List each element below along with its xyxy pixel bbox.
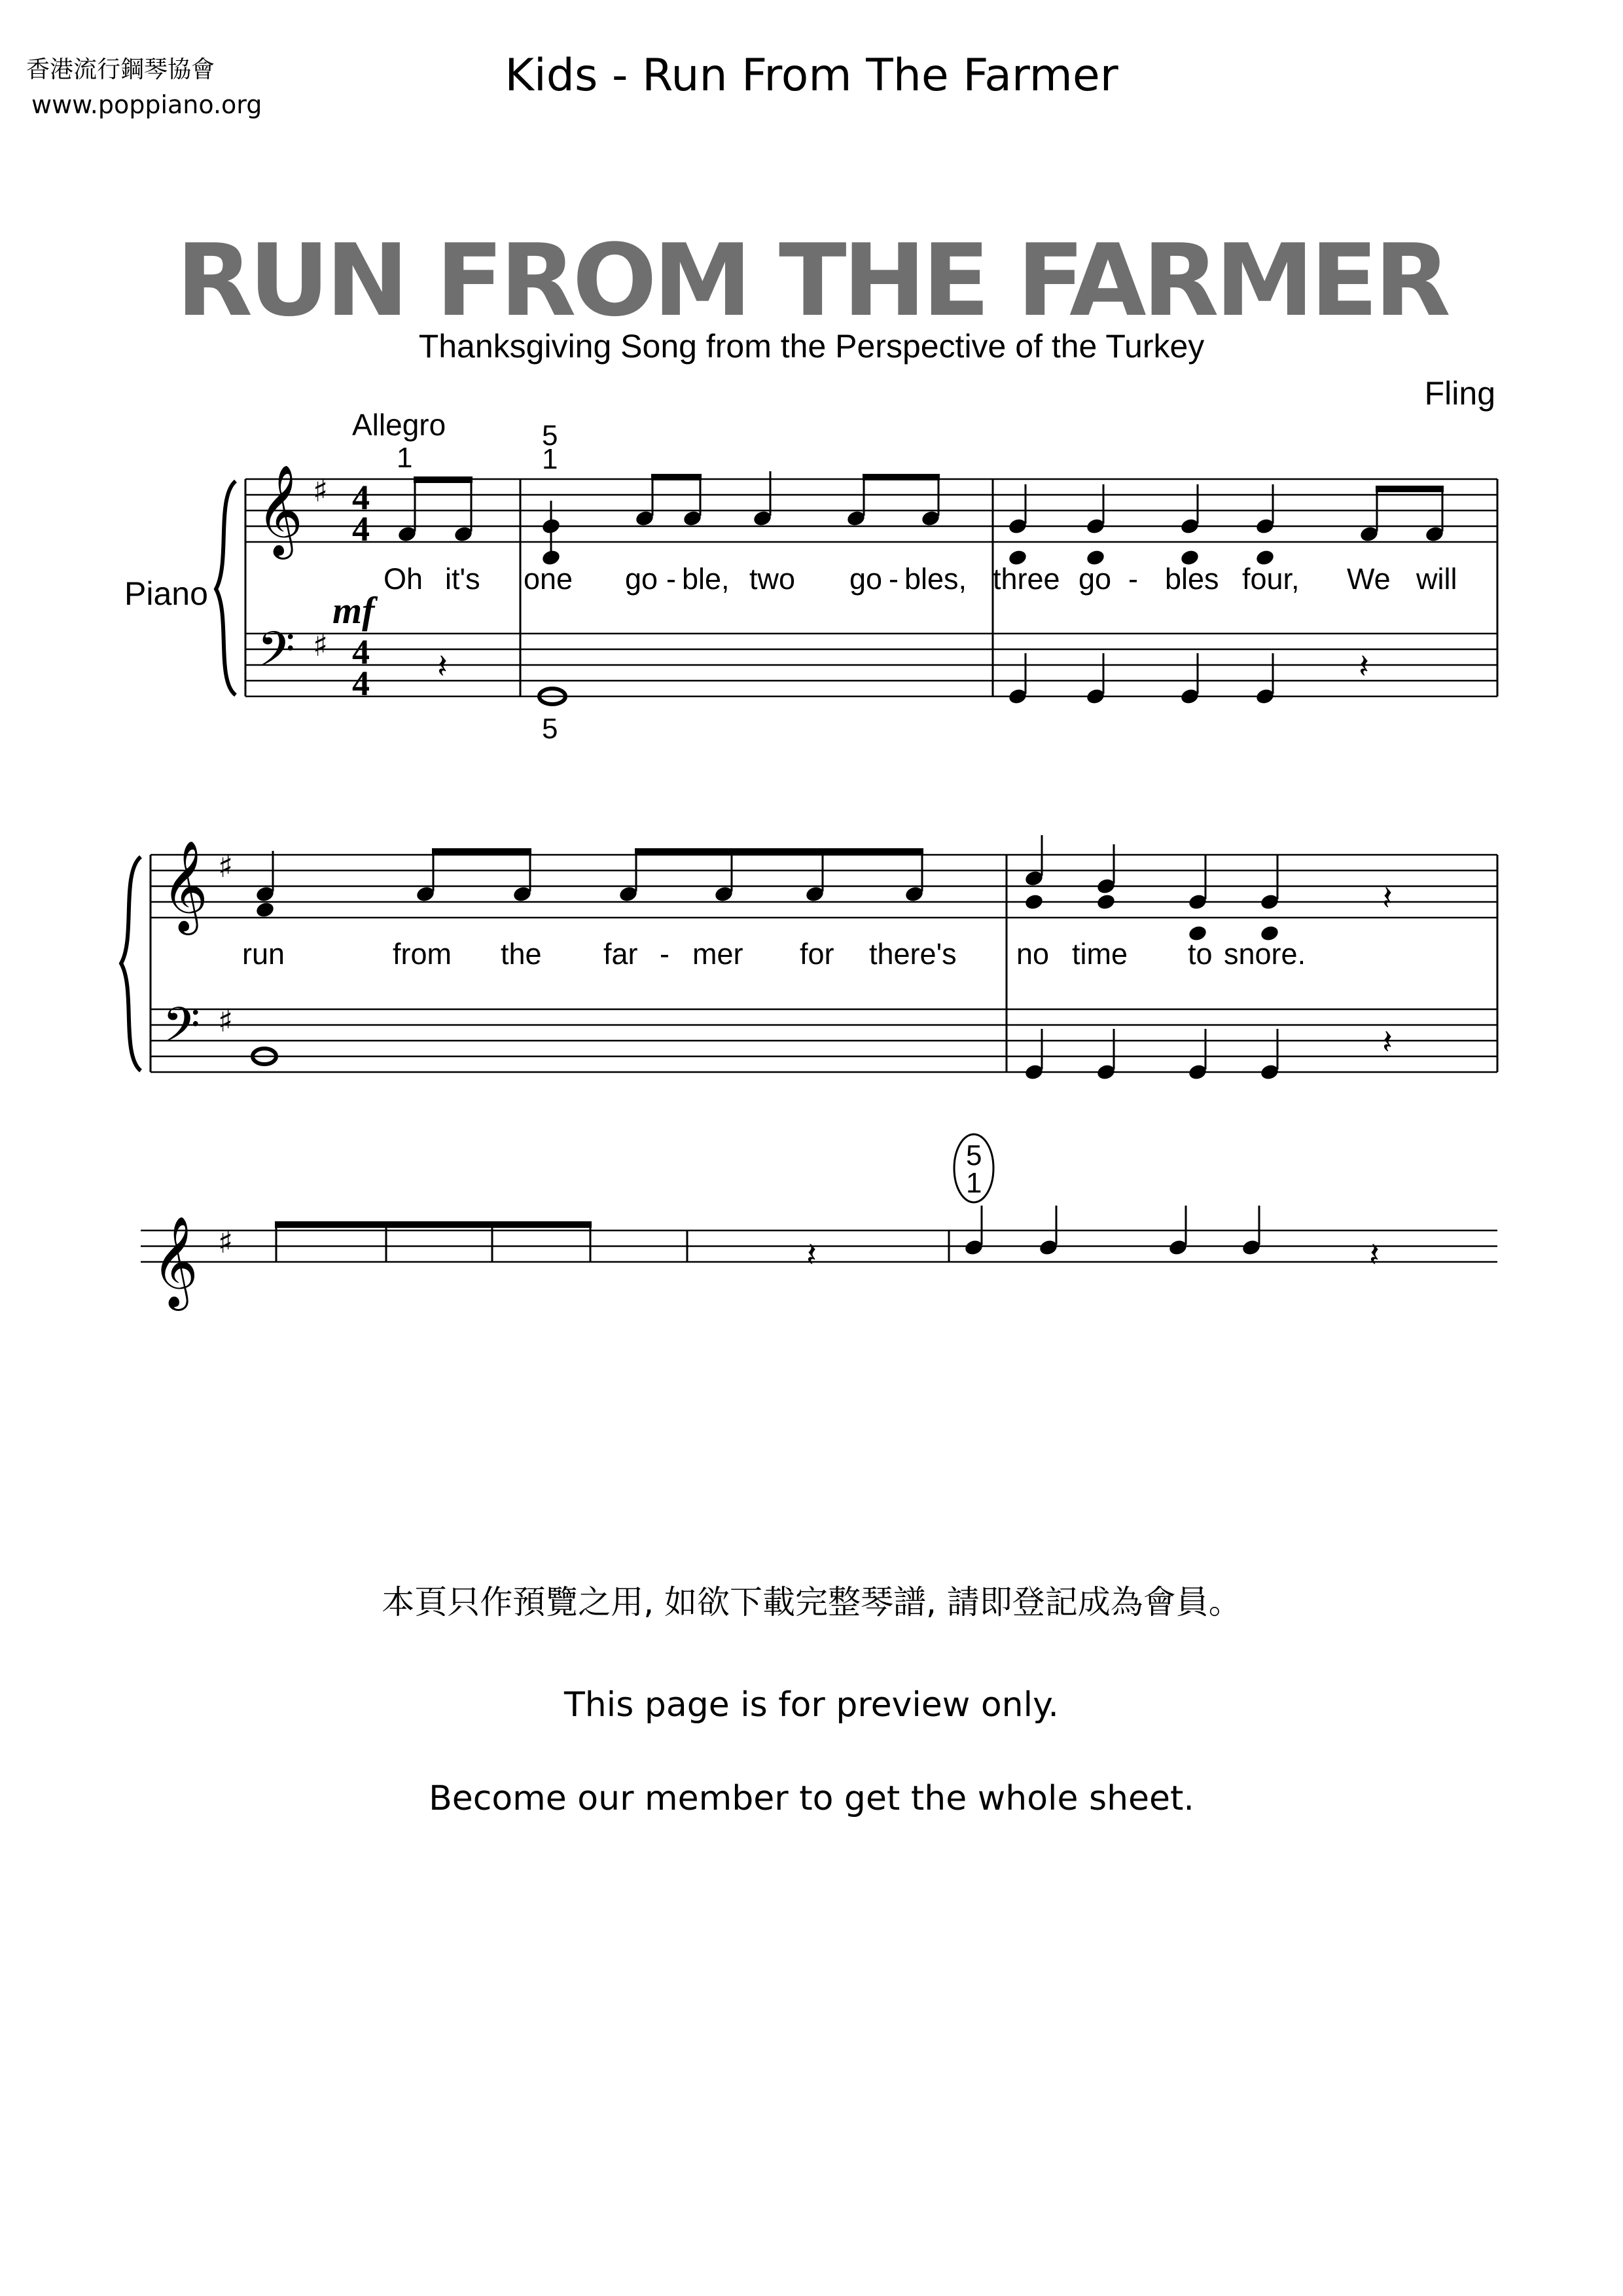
site-url[interactable]: www.poppiano.org bbox=[31, 90, 262, 119]
lyric-syllable: run bbox=[242, 937, 285, 971]
note-group bbox=[963, 1238, 1261, 1257]
lyric-syllable: - bbox=[1128, 562, 1138, 596]
lyric-syllable: three bbox=[993, 562, 1060, 596]
quarter-rest-icon: 𝄽 bbox=[806, 1236, 817, 1275]
lyric-syllable: to bbox=[1188, 937, 1213, 971]
fingering: 1 bbox=[966, 1167, 982, 1199]
lyric-syllable: Oh bbox=[383, 562, 423, 596]
treble-clef-icon: 𝄞 bbox=[257, 465, 303, 556]
lyric-syllable: go bbox=[625, 562, 658, 596]
quarter-rest-icon: 𝄽 bbox=[1369, 1236, 1380, 1275]
lyric-syllable: bles, bbox=[904, 562, 967, 596]
lyric-syllable: bles bbox=[1165, 562, 1219, 596]
quarter-rest-icon: 𝄽 bbox=[1382, 879, 1393, 918]
lyric-syllable: ble, bbox=[682, 562, 730, 596]
lyric-syllable: - bbox=[666, 562, 676, 596]
time-signature-top: 4 bbox=[352, 478, 370, 517]
lyric-syllable: four, bbox=[1242, 562, 1300, 596]
lyric-syllable: no bbox=[1016, 937, 1050, 971]
tempo-marking: Allegro bbox=[352, 408, 446, 442]
lyrics-line-2 bbox=[242, 937, 1306, 971]
quarter-rest-icon: 𝄽 bbox=[437, 647, 448, 687]
lyric-syllable: We bbox=[1347, 562, 1391, 596]
system-2 bbox=[121, 835, 1497, 1081]
fingering: 5 bbox=[966, 1139, 982, 1172]
treble-staff-3-cut bbox=[141, 1230, 1497, 1262]
key-signature-sharp: ♯ bbox=[218, 848, 234, 885]
lyric-syllable: one bbox=[524, 562, 573, 596]
key-signature-sharp: ♯ bbox=[313, 473, 329, 509]
bass-staff-2 bbox=[151, 1009, 1497, 1072]
music-notation bbox=[121, 420, 1497, 1311]
lyric-syllable: go bbox=[1079, 562, 1112, 596]
page-title: Kids - Run From The Farmer bbox=[505, 50, 1118, 101]
lyrics-line-1 bbox=[383, 562, 1457, 596]
time-signature-top: 4 bbox=[352, 632, 370, 672]
lyric-syllable: two bbox=[749, 562, 796, 596]
note-group bbox=[397, 525, 473, 543]
score-title: RUN FROM THE FARMER bbox=[176, 223, 1447, 338]
time-signature-bottom: 4 bbox=[352, 664, 370, 703]
lyric-syllable: far bbox=[603, 937, 638, 971]
score-subtitle: Thanksgiving Song from the Perspective of the Turkey bbox=[418, 328, 1205, 365]
treble-clef-icon: 𝄞 bbox=[152, 1216, 198, 1307]
system-1 bbox=[216, 420, 1497, 745]
lyric-syllable: will bbox=[1416, 562, 1457, 596]
lyric-syllable: - bbox=[889, 562, 899, 596]
lyric-syllable: time bbox=[1072, 937, 1128, 971]
key-signature-sharp: ♯ bbox=[218, 1003, 234, 1039]
lyric-syllable: go bbox=[849, 562, 883, 596]
brace bbox=[216, 481, 236, 695]
quarter-rest-icon: 𝄽 bbox=[1382, 1023, 1393, 1062]
preview-notice-english: This page is for preview only. bbox=[564, 1685, 1059, 1725]
bass-clef-icon: 𝄢 bbox=[257, 621, 295, 690]
site-name: 香港流行鋼琴協會 bbox=[26, 56, 215, 83]
system-3-partial bbox=[141, 1134, 1497, 1311]
bass-clef-icon: 𝄢 bbox=[162, 997, 200, 1066]
bass-staff-1 bbox=[245, 634, 1497, 696]
note-group bbox=[1024, 869, 1279, 1081]
instrument-label: Piano bbox=[124, 575, 208, 612]
member-prompt: Become our member to get the whole sheet. bbox=[429, 1779, 1194, 1818]
lyric-syllable: snore. bbox=[1224, 937, 1306, 971]
fingering: 5 bbox=[542, 420, 558, 452]
quarter-rest-icon: 𝄽 bbox=[1359, 647, 1369, 687]
treble-staff-2 bbox=[151, 855, 1497, 918]
fingering: 5 bbox=[542, 713, 558, 745]
lyric-syllable: it's bbox=[445, 562, 480, 596]
lyric-syllable: the bbox=[501, 937, 542, 971]
composer: Fling bbox=[1424, 375, 1495, 412]
lyric-syllable: there's bbox=[869, 937, 957, 971]
brace bbox=[121, 857, 141, 1071]
preview-notice-chinese: 本頁只作預覽之用, 如欲下載完整琴譜, 請即登記成為會員。 bbox=[382, 1583, 1241, 1621]
lyric-syllable: from bbox=[393, 937, 452, 971]
key-signature-sharp: ♯ bbox=[313, 627, 329, 664]
lyric-syllable: mer bbox=[692, 937, 743, 971]
key-signature-sharp: ♯ bbox=[218, 1224, 234, 1261]
lyric-syllable: for bbox=[800, 937, 834, 971]
fingering: 1 bbox=[542, 443, 558, 475]
lyric-syllable: - bbox=[660, 937, 669, 971]
treble-clef-icon: 𝄞 bbox=[162, 840, 208, 931]
treble-staff-1 bbox=[245, 479, 1497, 542]
time-signature-bottom: 4 bbox=[352, 509, 370, 548]
fingering: 1 bbox=[397, 442, 413, 474]
dynamic-marking: mf bbox=[332, 589, 375, 632]
note-group bbox=[541, 509, 940, 567]
